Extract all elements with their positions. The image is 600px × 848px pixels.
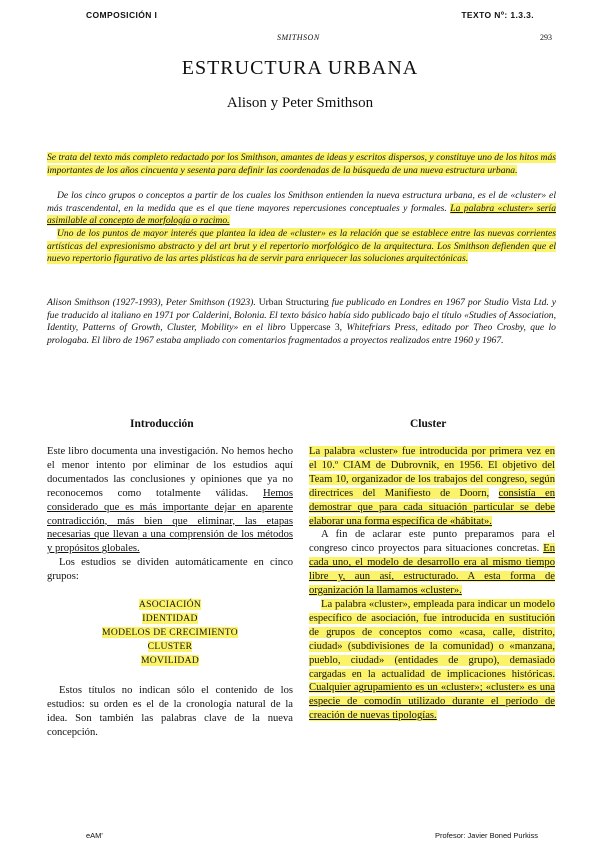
group-item: IDENTIDAD [142,613,198,625]
intro-paragraph-2: De los cinco grupos o conceptos a partir de los cuales los Smithson entienden la nueva estructura urbana, es el de «cluster» el más trascendental, en la medida que es el que tiene mayores repercusiones conceptuales y formales. La palabra «cluster» sería asimilable al concepto de morfología o racimo. [47,190,556,227]
group-item: CLUSTER [147,641,193,653]
cluster-heading: Cluster [410,418,447,430]
footer-professor: Profesor: Javier Boned Purkiss [435,831,538,840]
left-paragraph-3: Estos títulos no indican sólo el contenido de los estudios: su orden es el de la cronología natural de la idea. Son también las palabras clave de la nueva concepción. [47,685,293,738]
source-credit: Alison Smithson (1927-1993), Peter Smithson (1923). Urban Structuring fue publicado en Londres en 1967 por Studio Vista Ltd. y fue traducido al italiano en 1971 por Calderini, Bolonia. El texto básico había sido publicado bajo el título «Studies of Association, Identity, Patterns of Growth, Cluster, Mobility» en el libro Uppercase 3, Whitefriars Press, editado por Theo Crosby, que lo prologaba. El libro de 1967 estaba ampliado con comentarios fragmentados a proyectos realizados entre 1960 y 1967. [47,297,556,346]
course-header: COMPOSICIÓN I [86,10,158,20]
right-column [309,445,555,723]
left-paragraph-1: Este libro documenta una investigación. No hemos hecho el menor intento por eliminar de los estudios aquí documentados las conclusiones y opiniones que ya no reconocemos como totalmente válidas. Hemos considerado que es más importante dejar en aparente contradicción, más bien que eliminar, las etapas necesarias que llevan a una comprensión de los métodos y propósitos globales. [47,446,293,555]
author-line: Alison y Peter Smithson [226,95,374,111]
page-number: 293 [540,33,552,42]
text-number-header: TEXTO Nº: 1.3.3. [461,10,534,20]
footer-left: eAM' [86,831,103,840]
right-paragraph-3: La palabra «cluster», empleada para indicar un modelo específico de asociación, fue introducida en sustitución de grupos de conceptos como «casa, calle, distrito, ciudad» (subdivisiones de la comunidad) o «manzana, pueblo, ciudad» (entidades de grupo), demasiado cargadas en la actualidad de implicaciones históricas. Cualquier agrupamiento es un «cluster»; «cluster» es una especie de comodín utilizado durante el período de creación de nuevas tipologías. [309,598,555,722]
left-column [47,445,293,740]
introduction-heading: Introducción [130,418,194,430]
running-head: SMITHSON [277,33,320,42]
page-title: ESTRUCTURA URBANA [181,57,419,79]
group-list [47,598,293,668]
group-item: ASOCIACIÓN [138,599,202,611]
group-item: MOVILIDAD [140,655,200,667]
group-item: MODELOS DE CRECIMIENTO [102,627,238,639]
right-paragraph-2: A fin de aclarar este punto preparamos para el congreso cinco proyectos para situaciones concretas. En cada uno, el modelo de desarrollo era al mismo tiempo libre y, aun así, estructurado. A esta forma de organización la llamamos «cluster». [309,529,555,597]
right-paragraph-1: La palabra «cluster» fue introducida por primera vez en el 10.º CIAM de Dubrovnik, en 1956. El objetivo del Team 10, organizador de los trabajos del congreso, según directrices del Manifiesto de Doorn, consistía en demostrar que para cada situación particular se debe elaborar una forma específica de «hábitat». [309,446,555,527]
intro-paragraph-1: Se trata del texto más completo redactado por los Smithson, amantes de ideas y escritos dispersos, y constituye uno de los hitos más importantes de los años cincuenta y sesenta para definir las coordenadas de la búsqueda de una nueva estructura urbana. [47,152,556,176]
intro-paragraph-3: Uno de los puntos de mayor interés que plantea la idea de «cluster» es la relación que se establece entre las nuevas corrientes artísticas del expresionismo abstracto y del art brut y el repertorio morfológico de la arquitectura. Los Smithson defienden que el nuevo repertorio figurativo de las artes plásticas ha de servir para enriquecer las soluciones arquitectónicas. [47,228,556,265]
left-paragraph-2: Los estudios se dividen automáticamente en cinco grupos: [47,557,293,583]
